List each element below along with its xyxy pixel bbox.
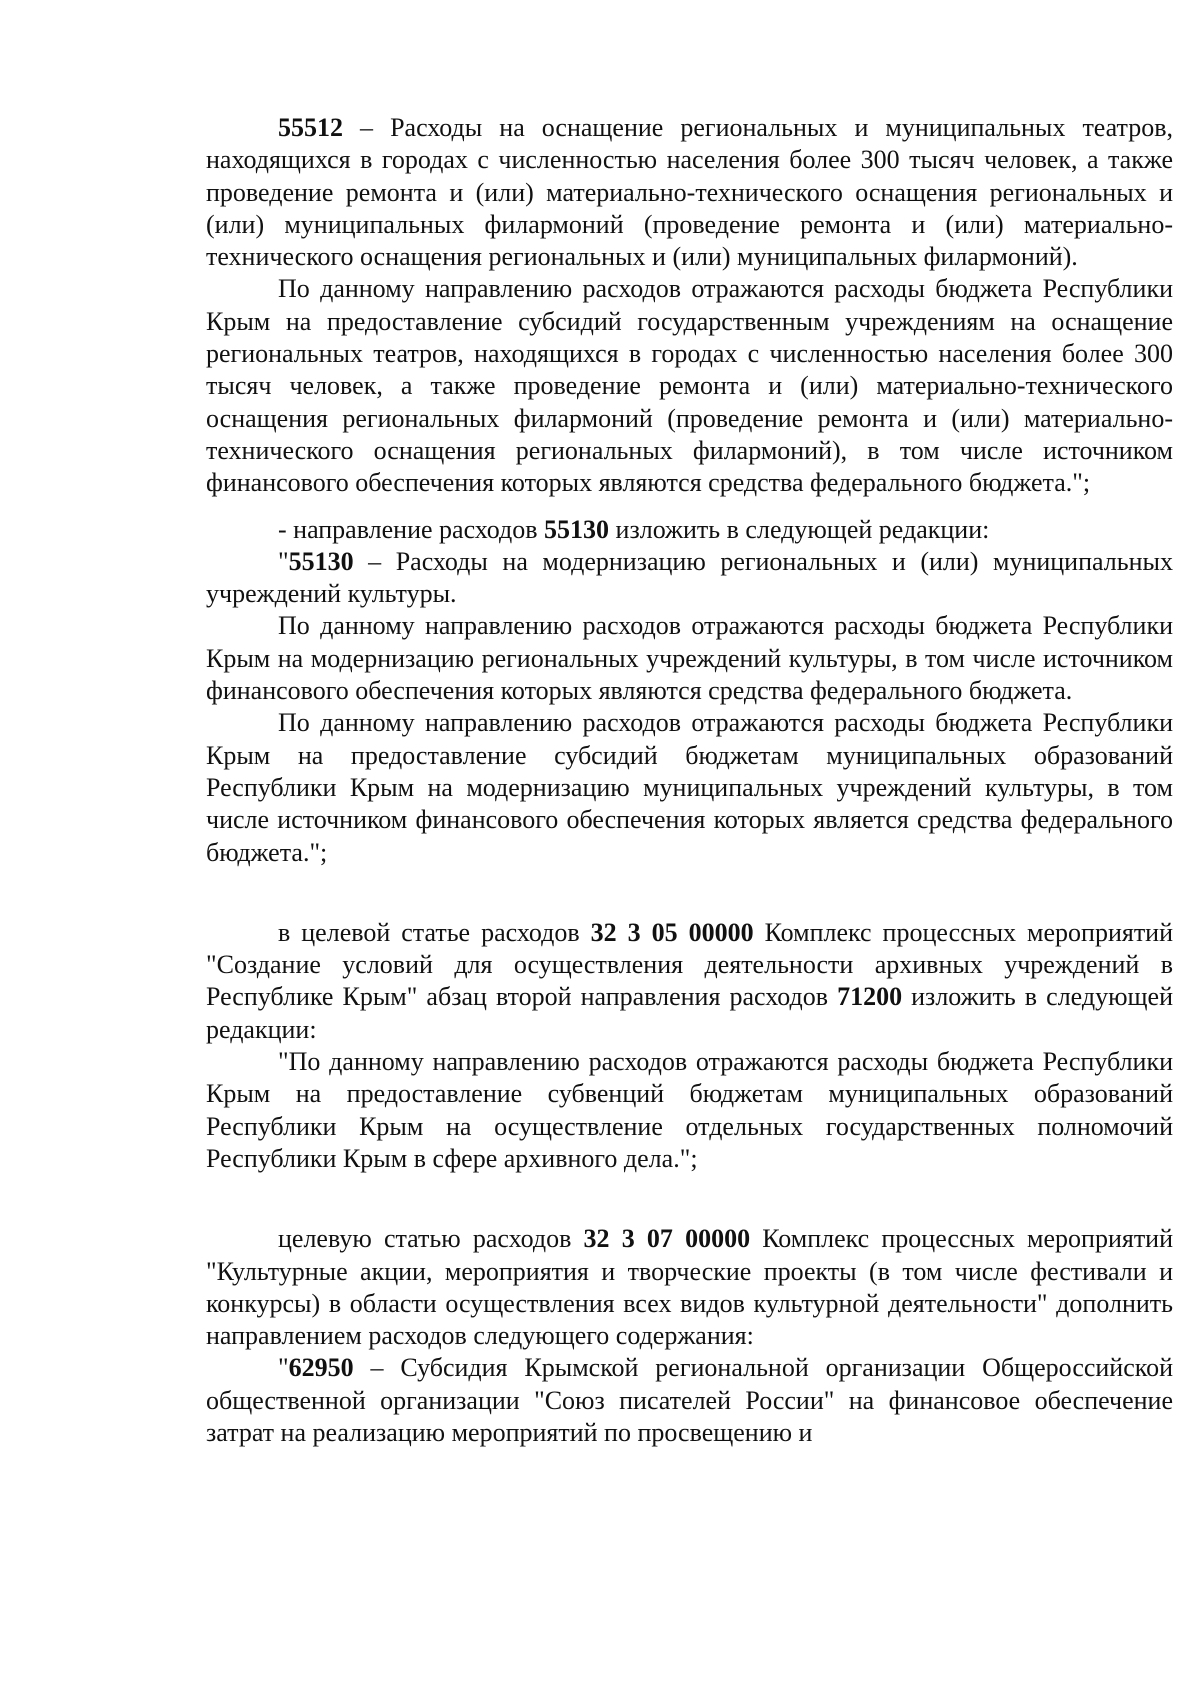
text-run: По данному направлению расходов отражаются расходы бюджета Республики Крым на модернизацию региональных учреждений культуры, в том числе источником финансового обеспечения которых являются средства федерального бюджета. [206,611,1173,706]
text-run: По данному направлению расходов отражаются расходы бюджета Республики Крым на предоставление субсидий бюджетам муниципальных образований Республики Крым на модернизацию муниципальных учреждений культуры, в том числе источником финансового обеспечения которых является средства федерального бюджета."; [206,708,1173,867]
bold-code: 32 3 05 00000 [590,917,754,947]
text-run: Комплекс процессных мероприятий "Создание условий для осуществления деятельности архивных учреждений в Республике Крым" абзац второй направления расходов [206,917,1174,1012]
text-run: Комплекс процессных мероприятий "Культурные акции, мероприятия и творческие проекты (в том числе фестивали и конкурсы) в области осуществления всех видов культурной деятельности" дополнить направлением расходов следующего содержания: [206,1224,1174,1351]
paragraph-p55130-desc1 [206,610,1173,707]
paragraph-p62950 [206,1352,1173,1449]
text-run: – Расходы на оснащение региональных и муниципальных театров, находящихся в городах с численностью населения более 300 тысяч человек, а также проведение ремонта и (или) материально-технического оснащения региональных и (или) муниципальных филармоний (проведение ремонта и (или) материально-технического оснащения региональных и (или) муниципальных филармоний). [206,113,1173,272]
bold-code: 71200 [837,982,903,1012]
bold-code: 55130 [288,546,354,576]
bold-code: 62950 [288,1353,354,1383]
text-run: " [278,1353,289,1383]
text-run: " [278,546,289,576]
text-run: изложить в следующей редакции: [206,982,1173,1044]
paragraph-p-32305 [206,917,1173,1046]
text-run: По данному направлению расходов отражаются расходы бюджета Республики Крым на предоставление субсидий государственным учреждениям на оснащение региональных театров, находящихся в городах с численностью населения более 300 тысяч человек, а также проведение ремонта и (или) материально-технического оснащения региональных филармоний (проведение ремонта и (или) материально-технического оснащения региональных филармоний), в том числе источником финансового обеспечения которых являются средства федерального бюджета."; [206,274,1173,498]
text-run: – Субсидия Крымской региональной организации Общероссийской общественной организации "Союз писателей России" на финансовое обеспечение затрат на реализацию мероприятий по просвещению и [206,1353,1173,1447]
text-run: изложить в следующей редакции: [609,514,990,544]
text-run: целевую статью расходов [278,1224,584,1254]
text-run: "По данному направлению расходов отражаются расходы бюджета Республики Крым на предоставление субвенций бюджетам муниципальных образований Республики Крым на осуществление отдельных государственных полномочий Республики Крым в сфере архивного дела."; [206,1047,1173,1173]
paragraph-p55512-desc [206,273,1173,499]
bold-code: 55130 [544,514,610,544]
text-run: - направление расходов [278,514,545,544]
paragraph-p55130-intro [206,514,1173,546]
paragraph-p55130-desc2 [206,707,1173,868]
paragraph-p-71200-desc [206,1046,1173,1175]
paragraph-p55512 [206,112,1173,273]
bold-code: 55512 [278,113,343,142]
bold-code: 32 3 07 00000 [583,1224,751,1254]
text-run: – Расходы на модернизацию региональных и (или) муниципальных учреждений культуры. [206,546,1173,609]
text-run: в целевой статье расходов [278,917,591,947]
paragraph-p-32307 [206,1223,1173,1352]
document-body [206,112,1173,1449]
paragraph-p55130 [206,546,1173,611]
